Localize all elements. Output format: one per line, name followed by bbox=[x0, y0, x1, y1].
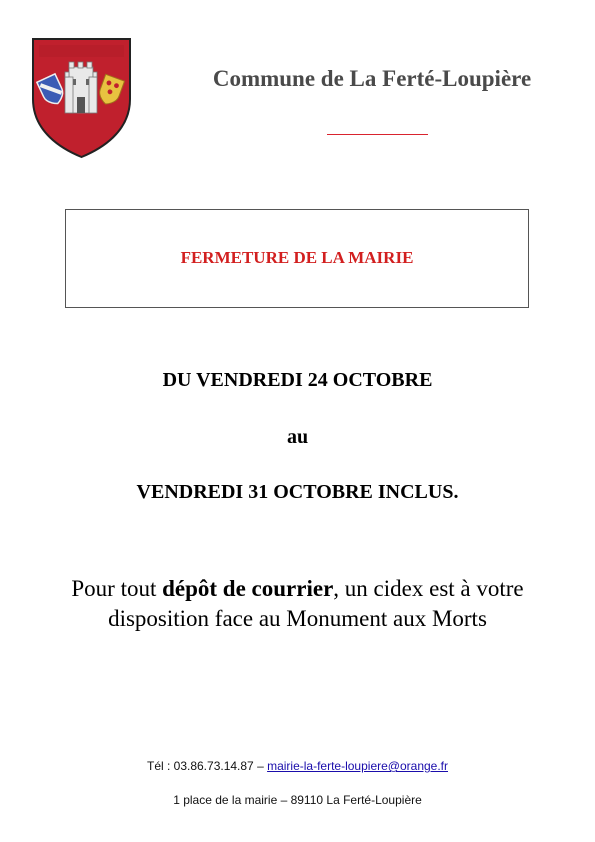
contact-line bbox=[0, 759, 595, 773]
commune-title: Commune de La Ferté-Loupière bbox=[212, 66, 532, 91]
mail-info-paragraph bbox=[60, 574, 535, 634]
info-emphasis: dépôt de courrier bbox=[162, 576, 334, 601]
notice-title: FERMETURE DE LA MAIRIE bbox=[180, 248, 414, 267]
info-prefix: Pour tout bbox=[71, 576, 163, 601]
date-from: DU VENDREDI 24 OCTOBRE bbox=[162, 369, 433, 391]
coat-of-arms-icon bbox=[31, 37, 132, 159]
date-to: VENDREDI 31 OCTOBRE INCLUS. bbox=[136, 481, 459, 503]
date-connector: au bbox=[286, 426, 309, 448]
info-suffix: , un cidex est à votre disposition face au Monument aux Morts bbox=[108, 576, 524, 631]
address-line: 1 place de la mairie – 89110 La Ferté-Loupière bbox=[173, 793, 422, 807]
phone-label: Tél : 03.86.73.14.87 – bbox=[146, 759, 268, 773]
notice-box bbox=[65, 209, 529, 308]
email-link[interactable]: mairie-la-ferte-loupiere@orange.fr bbox=[267, 759, 448, 773]
decorative-divider bbox=[327, 134, 428, 135]
